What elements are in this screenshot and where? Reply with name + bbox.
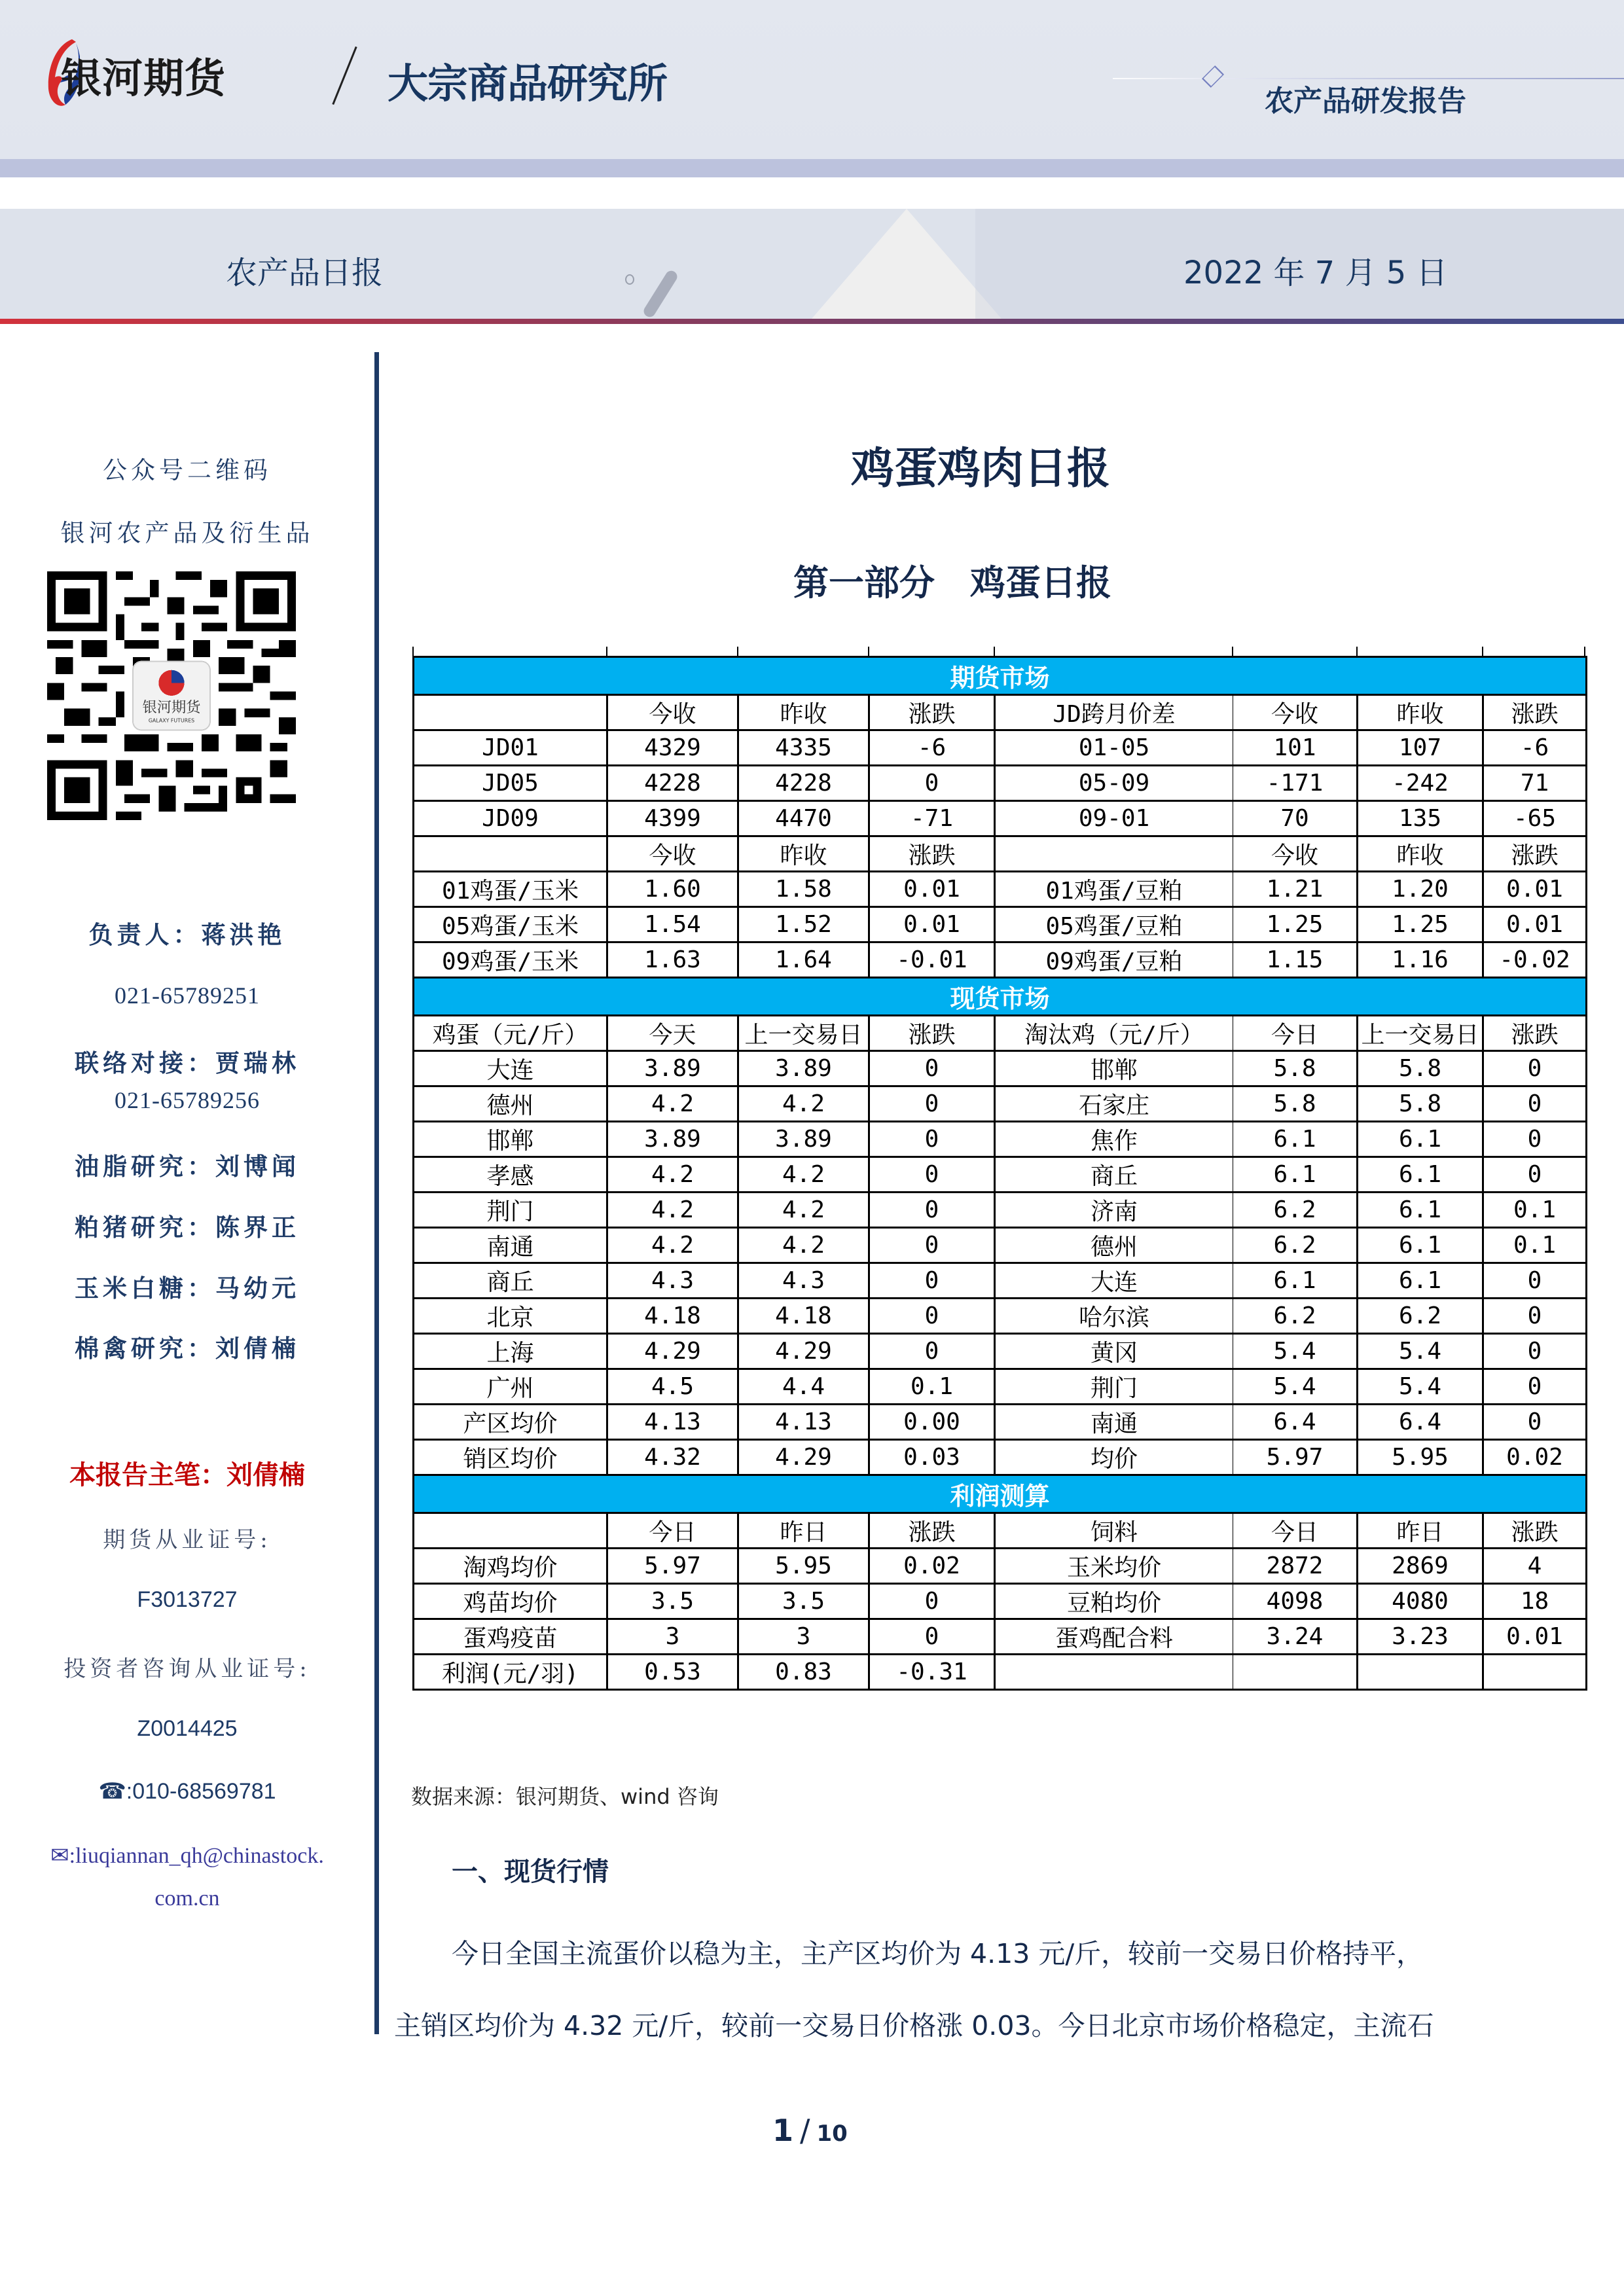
report-date: 2022 年 7 月 5 日 (1183, 255, 1448, 291)
table-cell: 涨跌 (869, 836, 995, 872)
table-cell: 0.01 (869, 907, 995, 942)
table-cell: 涨跌 (1483, 1513, 1587, 1549)
band-spot (414, 978, 1587, 1016)
table-cell: 6.4 (1358, 1405, 1483, 1440)
header-red-rule (0, 319, 1624, 324)
table-cell: 今天 (607, 1016, 738, 1051)
table-cell: 0 (869, 1584, 995, 1619)
table-row (414, 942, 1587, 978)
table-cell: 0 (1483, 1369, 1587, 1405)
table-row (414, 801, 1587, 836)
table-cell: 3.5 (738, 1584, 869, 1619)
table-cell: 4.2 (607, 1086, 738, 1122)
page-current: 1 (772, 2113, 794, 2148)
table-cell: 今日 (1233, 1016, 1358, 1051)
table-cell: 大连 (995, 1263, 1233, 1299)
table-row (414, 1369, 1587, 1405)
table-cell: 0.02 (869, 1549, 995, 1584)
table-cell: 0.1 (1483, 1228, 1587, 1263)
cotton-poultry-researcher: 棉禽研究：刘倩楠 (75, 1334, 300, 1363)
table-cell: -0.02 (1483, 942, 1587, 978)
table-header-row (414, 695, 1587, 730)
table-cell: 淘鸡均价 (414, 1549, 607, 1584)
table-cell: 涨跌 (869, 695, 995, 730)
table-cell: 5.4 (1233, 1334, 1358, 1369)
table-cell: 焦作 (995, 1122, 1233, 1157)
table-cell: 5.97 (1233, 1440, 1358, 1475)
table-cell (1483, 1655, 1587, 1690)
table-cell: 5.95 (1358, 1440, 1483, 1475)
table-cell: 饲料 (995, 1513, 1233, 1549)
table-cell: 6.2 (1233, 1193, 1358, 1228)
table-cell: 3.5 (607, 1584, 738, 1619)
table-cell: 北京 (414, 1299, 607, 1334)
page-number (772, 2113, 848, 2148)
section-heading-spot: 一、现货行情 (452, 1857, 609, 1887)
table-cell: 济南 (995, 1193, 1233, 1228)
table-cell: 0.00 (869, 1405, 995, 1440)
table-cell: 昨收 (738, 836, 869, 872)
table-cell: 1.21 (1233, 872, 1358, 907)
table-cell: 昨日 (1358, 1513, 1483, 1549)
table-header-row (414, 1016, 1587, 1051)
table-cell: JD跨月价差 (995, 695, 1233, 730)
corn-sugar-researcher: 玉米白糖：马幼元 (75, 1274, 300, 1302)
table-cell: 4399 (607, 801, 738, 836)
table-cell: 1.25 (1358, 907, 1483, 942)
table-cell: 荆门 (414, 1193, 607, 1228)
table-cell: 05-09 (995, 766, 1233, 801)
futures-cert: F3013727 (137, 1587, 238, 1612)
table-cell: 石家庄 (995, 1086, 1233, 1122)
table-cell: 0.01 (1483, 907, 1587, 942)
qr-sublabel: 银河农产品及衍生品 (60, 519, 314, 547)
table-cell: 4.3 (607, 1263, 738, 1299)
table-cell: 6.2 (1233, 1299, 1358, 1334)
table-cell: 1.54 (607, 907, 738, 942)
table-cell: 产区均价 (414, 1405, 607, 1440)
table-cell: 2869 (1358, 1549, 1483, 1584)
table-cell: 4335 (738, 730, 869, 766)
table-cell: 4.5 (607, 1369, 738, 1405)
table-cell: 2872 (1233, 1549, 1358, 1584)
table-cell: 鸡苗均价 (414, 1584, 607, 1619)
table-cell: 0 (1483, 1086, 1587, 1122)
table-cell: 大连 (414, 1051, 607, 1086)
qr-logo-en (149, 718, 194, 724)
table-cell: 0 (869, 1299, 995, 1334)
table-cell: 05鸡蛋/玉米 (414, 907, 607, 942)
table-cell: 0 (869, 1334, 995, 1369)
table-cell: 5.4 (1358, 1334, 1483, 1369)
band-futures-label: 期货市场 (414, 657, 1587, 695)
table-cell: 0 (869, 1228, 995, 1263)
table-cell: 101 (1233, 730, 1358, 766)
table-cell: 鸡蛋（元/斤） (414, 1016, 607, 1051)
table-cell: 0.1 (1483, 1193, 1587, 1228)
report-author: 本报告主笔：刘倩楠 (69, 1460, 305, 1490)
table-cell: 09鸡蛋/豆粕 (995, 942, 1233, 978)
sidebar-divider (374, 352, 379, 2034)
oils-researcher: 油脂研究：刘博闻 (75, 1152, 300, 1181)
table-row (414, 1584, 1587, 1619)
table-cell: 5.8 (1233, 1051, 1358, 1086)
section-title: 第一部分 鸡蛋日报 (793, 562, 1111, 603)
table-cell: 上一交易日 (738, 1016, 869, 1051)
table-cell: 邯郸 (995, 1051, 1233, 1086)
table-cell: 6.1 (1358, 1263, 1483, 1299)
table-cell: 4.2 (607, 1157, 738, 1193)
table-row (414, 1157, 1587, 1193)
table-cell: 4.2 (738, 1193, 869, 1228)
egg-data-table (412, 656, 1587, 1691)
table-cell: 4.2 (738, 1086, 869, 1122)
decorative-dot (625, 274, 634, 285)
table-cell: 商丘 (414, 1263, 607, 1299)
table-cell: 5.4 (1233, 1369, 1358, 1405)
table-cell: 0 (869, 766, 995, 801)
table-row (414, 1228, 1587, 1263)
table-cell: 昨收 (1358, 695, 1483, 730)
head-label: 负责人：蒋洪艳 (88, 920, 286, 949)
table-cell: 今日 (1233, 1513, 1358, 1549)
table-cell: 4.3 (738, 1263, 869, 1299)
table-cell: 6.1 (1358, 1228, 1483, 1263)
table-cell: 南通 (995, 1405, 1233, 1440)
table-cell: 上海 (414, 1334, 607, 1369)
table-cell: 涨跌 (1483, 836, 1587, 872)
table-cell: 4.4 (738, 1369, 869, 1405)
table-cell: 3.89 (607, 1051, 738, 1086)
liaison-label: 联络对接：贾瑞林 (75, 1049, 300, 1077)
table-cell: 荆门 (995, 1369, 1233, 1405)
head-phone: 021-65789251 (115, 982, 260, 1009)
table-cell: 孝感 (414, 1157, 607, 1193)
qr-label: 公众号二维码 (103, 456, 272, 484)
table-cell: 0 (869, 1619, 995, 1655)
table-row (414, 1263, 1587, 1299)
table-cell: 5.8 (1358, 1086, 1483, 1122)
advisor-cert-label: 投资者咨询从业证号: (63, 1656, 311, 1682)
table-cell: 销区均价 (414, 1440, 607, 1475)
table-cell: 6.1 (1233, 1157, 1358, 1193)
table-cell: 4.29 (738, 1334, 869, 1369)
table-cell: 昨收 (1358, 836, 1483, 872)
table-cell: 黄冈 (995, 1334, 1233, 1369)
table-cell: 0 (1483, 1405, 1587, 1440)
table-cell: 玉米均价 (995, 1549, 1233, 1584)
report-title: 鸡蛋鸡肉日报 (851, 443, 1110, 493)
table-cell: 南通 (414, 1228, 607, 1263)
table-row (414, 1405, 1587, 1440)
table-row (414, 730, 1587, 766)
table-header-row (414, 836, 1587, 872)
table-row (414, 1193, 1587, 1228)
table-cell: 3.23 (1358, 1619, 1483, 1655)
band-futures (414, 657, 1587, 695)
table-cell: 5.4 (1358, 1369, 1483, 1405)
table-cell: 3.89 (738, 1051, 869, 1086)
table-cell: 01-05 (995, 730, 1233, 766)
table-cell: 4.18 (738, 1299, 869, 1334)
table-cell: 1.63 (607, 942, 738, 978)
brand-name: 银河期货 (61, 54, 226, 102)
table-cell: -242 (1358, 766, 1483, 801)
table-cell: 4.13 (607, 1405, 738, 1440)
qr-logo-text: 银河期货 (142, 698, 201, 716)
table-cell: 4.2 (738, 1157, 869, 1193)
advisor-cert: Z0014425 (137, 1716, 238, 1741)
table-cell: 5.8 (1358, 1051, 1483, 1086)
table-cell: 1.64 (738, 942, 869, 978)
table-row (414, 1549, 1587, 1584)
table-row (414, 1122, 1587, 1157)
table-cell: 利润(元/羽) (414, 1655, 607, 1690)
table-cell: 哈尔滨 (995, 1299, 1233, 1334)
paragraph-line-2: 主销区均价为 4.32 元/斤，较前一交易日价格涨 0.03。今日北京市场价格稳定，主流石 (394, 2010, 1434, 2041)
table-cell: 豆粕均价 (995, 1584, 1233, 1619)
table-cell: 今收 (1233, 695, 1358, 730)
table-cell: 均价 (995, 1440, 1233, 1475)
table-cell: -0.01 (869, 942, 995, 978)
table-cell (995, 836, 1233, 872)
table-row (414, 1619, 1587, 1655)
table-cell (995, 1655, 1233, 1690)
table-cell: 4.29 (738, 1440, 869, 1475)
table-cell: 4329 (607, 730, 738, 766)
table-cell: 5.8 (1233, 1086, 1358, 1122)
table-cell: 0.03 (869, 1440, 995, 1475)
decorative-pill (641, 268, 679, 319)
table-cell: 1.25 (1233, 907, 1358, 942)
table-cell: 今收 (1233, 836, 1358, 872)
table-cell: 6.1 (1233, 1122, 1358, 1157)
table-cell: 上一交易日 (1358, 1016, 1483, 1051)
table-cell: 1.20 (1358, 872, 1483, 907)
table-cell: JD01 (414, 730, 607, 766)
table-cell: 0 (1483, 1157, 1587, 1193)
table-cell: 0 (1483, 1051, 1587, 1086)
table-cell: 3.24 (1233, 1619, 1358, 1655)
table-cell: JD05 (414, 766, 607, 801)
band-spot-label: 现货市场 (414, 978, 1587, 1016)
table-cell: 71 (1483, 766, 1587, 801)
table-cell: 4470 (738, 801, 869, 836)
table-cell: 4.2 (607, 1193, 738, 1228)
table-cell: 0.53 (607, 1655, 738, 1690)
contact-email[interactable]: ✉:liuqiannan_qh@chinastock. (50, 1844, 324, 1868)
report-type: 农产品研发报告 (1265, 84, 1466, 118)
table-cell: -71 (869, 801, 995, 836)
table-cell: 今收 (607, 836, 738, 872)
decorative-triangle (812, 209, 1001, 319)
table-cell: 蛋鸡疫苗 (414, 1619, 607, 1655)
table-cell: 德州 (414, 1086, 607, 1122)
table-cell: 今收 (607, 695, 738, 730)
table-cell: 01鸡蛋/豆粕 (995, 872, 1233, 907)
table-row (414, 1051, 1587, 1086)
table-cell: 4228 (607, 766, 738, 801)
table-cell: 0.83 (738, 1655, 869, 1690)
futures-cert-label: 期货从业证号: (103, 1527, 272, 1553)
table-cell: 6.4 (1233, 1405, 1358, 1440)
table-cell: 0 (1483, 1122, 1587, 1157)
table-cell: 0.01 (869, 872, 995, 907)
table-cell (414, 836, 607, 872)
table-cell: 广州 (414, 1369, 607, 1405)
table-cell: 6.1 (1358, 1122, 1483, 1157)
table-row (414, 1440, 1587, 1475)
table-cell: -6 (1483, 730, 1587, 766)
header-gap (0, 177, 1624, 209)
table-cell: 0 (1483, 1299, 1587, 1334)
table-cell: 德州 (995, 1228, 1233, 1263)
table-cell: 4228 (738, 766, 869, 801)
table-cell: 0.01 (1483, 872, 1587, 907)
table-cell: 09鸡蛋/玉米 (414, 942, 607, 978)
table-cell: 4 (1483, 1549, 1587, 1584)
table-cell: -6 (869, 730, 995, 766)
table-cell (1358, 1655, 1483, 1690)
table-cell: 6.2 (1358, 1299, 1483, 1334)
daily-label: 农产品日报 (226, 255, 384, 291)
table-cell: 09-01 (995, 801, 1233, 836)
table-cell: 4.32 (607, 1440, 738, 1475)
table-cell: 107 (1358, 730, 1483, 766)
table-cell: 3.89 (738, 1122, 869, 1157)
table-row (414, 1334, 1587, 1369)
contact-email-cont[interactable]: com.cn (154, 1886, 220, 1910)
liaison-phone: 021-65789256 (115, 1087, 260, 1113)
table-cell: 昨日 (738, 1513, 869, 1549)
table-cell: 1.16 (1358, 942, 1483, 978)
table-cell: 涨跌 (869, 1513, 995, 1549)
table-row (414, 1299, 1587, 1334)
table-cell: 6.1 (1358, 1157, 1483, 1193)
table-cell: 4.13 (738, 1405, 869, 1440)
table-cell: 1.15 (1233, 942, 1358, 978)
table-cell: 今日 (607, 1513, 738, 1549)
table-cell: 6.1 (1358, 1193, 1483, 1228)
table-cell: 邯郸 (414, 1122, 607, 1157)
table-cell: 6.2 (1233, 1228, 1358, 1263)
table-cell: 涨跌 (1483, 1016, 1587, 1051)
table-cell: JD09 (414, 801, 607, 836)
table-cell: 0 (869, 1122, 995, 1157)
table-row (414, 907, 1587, 942)
table-cell: 6.1 (1233, 1263, 1358, 1299)
table-cell: 3 (738, 1619, 869, 1655)
table-top-ticks (412, 647, 1585, 656)
table-cell: 4080 (1358, 1584, 1483, 1619)
table-cell: -0.31 (869, 1655, 995, 1690)
table-cell: 1.52 (738, 907, 869, 942)
table-body (414, 657, 1587, 1690)
table-row (414, 1655, 1587, 1690)
table-cell: 4.2 (738, 1228, 869, 1263)
data-source: 数据来源：银河期货、wind 咨询 (411, 1784, 719, 1809)
table-cell: 05鸡蛋/豆粕 (995, 907, 1233, 942)
table-cell (1233, 1655, 1358, 1690)
table-cell: -65 (1483, 801, 1587, 836)
table-cell: 5.95 (738, 1549, 869, 1584)
table-cell: 0 (869, 1193, 995, 1228)
table-cell: 1.58 (738, 872, 869, 907)
table-cell: 0.1 (869, 1369, 995, 1405)
page-separator: / (800, 2113, 810, 2148)
band-profit (414, 1475, 1587, 1513)
table-cell: 昨收 (738, 695, 869, 730)
table-row (414, 872, 1587, 907)
table-cell: 4.2 (607, 1228, 738, 1263)
band-profit-label: 利润测算 (414, 1475, 1587, 1513)
meal-hog-researcher: 粕猪研究：陈界正 (75, 1213, 300, 1242)
table-cell: 70 (1233, 801, 1358, 836)
table-cell: 涨跌 (1483, 695, 1587, 730)
table-cell: 135 (1358, 801, 1483, 836)
table-cell (414, 1513, 607, 1549)
table-cell: 0 (869, 1157, 995, 1193)
table-cell: 3 (607, 1619, 738, 1655)
table-cell: 0 (1483, 1334, 1587, 1369)
table-cell: 0.02 (1483, 1440, 1587, 1475)
table-cell: 0 (1483, 1263, 1587, 1299)
paragraph-line-1: 今日全国主流蛋价以稳为主，主产区均价为 4.13 元/斤，较前一交易日价格持平， (452, 1938, 1424, 1969)
table-cell: 0.01 (1483, 1619, 1587, 1655)
table-row (414, 766, 1587, 801)
page-total: 10 (816, 2121, 848, 2147)
contact-phone: ☎:010-68569781 (98, 1779, 276, 1804)
table-cell: 4.18 (607, 1299, 738, 1334)
table-cell: 3.89 (607, 1122, 738, 1157)
table-header-row (414, 1513, 1587, 1549)
table-cell (414, 695, 607, 730)
table-cell: 5.97 (607, 1549, 738, 1584)
table-cell: 1.60 (607, 872, 738, 907)
table-cell: 18 (1483, 1584, 1587, 1619)
table-cell: 0 (869, 1263, 995, 1299)
header-stripe (0, 159, 1624, 177)
table-cell: -171 (1233, 766, 1358, 801)
table-cell: 商丘 (995, 1157, 1233, 1193)
table-cell: 涨跌 (869, 1016, 995, 1051)
table-cell: 4098 (1233, 1584, 1358, 1619)
table-cell: 淘汰鸡（元/斤） (995, 1016, 1233, 1051)
qr-code (47, 571, 296, 820)
table-row (414, 1086, 1587, 1122)
table-cell: 蛋鸡配合料 (995, 1619, 1233, 1655)
institute-name: 大宗商品研究所 (388, 60, 668, 107)
table-cell: 0 (869, 1086, 995, 1122)
table-cell: 4.29 (607, 1334, 738, 1369)
table-cell: 01鸡蛋/玉米 (414, 872, 607, 907)
table-cell: 0 (869, 1051, 995, 1086)
